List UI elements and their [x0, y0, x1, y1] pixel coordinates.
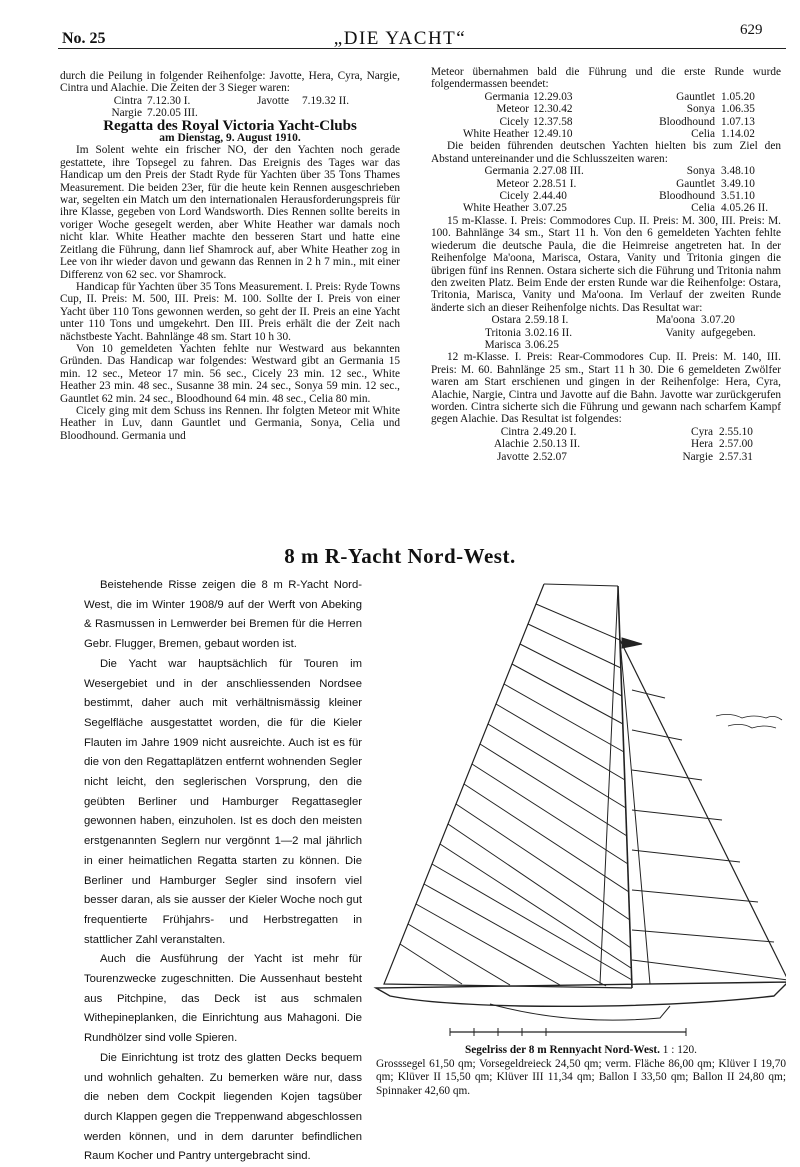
article-body	[84, 576, 362, 1167]
table-cell: Gauntlet	[676, 90, 715, 103]
paragraph: 12 m-Klasse. I. Preis: Rear-Commodores Cup. II. Preis: M. 140, III. Preis: M. 60. Bahnlänge 25 sm., Start 11 h 30. Die 6 gemeldeten Zwölfer waren am Start erschienen und gingen in der Reihenfolge: Hera, Cyra, Alachie, Nargie, Cintra und Javotte auf die Bahn. Javotte war zurückgerufen worden. Cintra sicherte sich die Führung und gewann nach scharfem Kampf gegen Alachie. Das Resultat ist folgendes:	[431, 351, 781, 426]
table-cell: Tritonia	[485, 326, 521, 339]
table-cell: Cintra	[500, 425, 529, 438]
table-cell: Hera	[691, 438, 713, 451]
section-heading: Regatta des Royal Victoria Yacht-Clubs	[103, 117, 357, 134]
article-title: 8 m R-Yacht Nord-West.	[284, 544, 516, 568]
table-row	[96, 95, 349, 107]
table-cell: 2.50.13 II.	[533, 438, 581, 451]
table-cell: 1.07.13	[721, 115, 755, 128]
paragraph: Beistehende Risse zeigen die 8 m R-Yacht Nord-West, die im Winter 1908/9 auf der Werft von Abeking & Rasmussen in Lemwerder bei Bremen für die Herren Gebr. Flugger, Bremen, gebaut worden ist.	[84, 579, 362, 651]
table-cell: Bloodhound	[659, 115, 715, 128]
table-cell: 2.27.08 III.	[533, 165, 584, 178]
table-cell: 3.49.10	[721, 177, 755, 190]
round1-table	[447, 91, 755, 141]
table-cell: 4.05.26 II.	[721, 202, 769, 215]
table-cell: Gauntlet	[676, 177, 715, 190]
table-cell: 3.02.16 II.	[525, 326, 573, 339]
yacht-time: 7.12.30 I.	[147, 94, 191, 107]
table-cell: 3.51.10	[721, 190, 755, 203]
right-column	[431, 66, 781, 463]
table-cell: 2.49.20 I.	[533, 425, 577, 438]
table-row	[477, 451, 753, 463]
yacht-name: Javotte	[257, 94, 289, 107]
table-row	[447, 91, 755, 103]
paragraph: Cicely ging mit dem Schuss ins Rennen. Ihr folgten Meteor mit White Heather in Luv, dann Gauntlet und Germania, Sonya, Celia und Bloodhound. Germania und	[60, 404, 400, 442]
sail-plan-drawing	[370, 580, 786, 1040]
table-row	[447, 202, 768, 214]
winners-table	[96, 95, 349, 120]
table-cell: Cicely	[499, 190, 529, 203]
table-cell: Celia	[691, 128, 715, 141]
journal-title: „DIE YACHT“	[333, 28, 467, 49]
issue-number: No. 25	[62, 30, 106, 47]
table-cell: 12.30.42	[533, 103, 573, 116]
table-cell: Cicely	[499, 115, 529, 128]
yacht-name: Cintra	[113, 94, 142, 107]
table-cell: Meteor	[496, 103, 529, 116]
caption-scale: 1 : 120.	[662, 1044, 697, 1056]
table-cell: Javotte	[497, 450, 529, 463]
table-row	[461, 314, 756, 326]
table-cell: 1.14.02	[721, 128, 755, 141]
left-column	[60, 70, 400, 442]
paragraph: Die beiden führenden deutschen Yachten hielten bis zum Ziel den Abstand untereinander und die Schlusszeiten waren:	[431, 140, 781, 165]
table-cell: 2.57.31	[719, 450, 753, 463]
paragraph: Meteor übernahmen bald die Führung und die erste Runde wurde folgendermassen beendet:	[431, 66, 781, 91]
paragraph: Im Solent wehte ein frischer NO, der den Yachten noch gerade gestattete, ihre Topsegel zu fahren. Das Ereignis des Tages war das Handicap um den Preis der Stadt Ryde für Yachten über 35 Tons Thames Measurement. Die beiden 23er, für die heute kein Rennen ausgeschrieben war, segelten ein Match um den internationalen Herausforderungspreis für ihre Klasse, gegeben von Lord Wandsworth. Dies Rennen sollte bereits in voriger Woche gesegelt werden, aber White Heather war damals noch nicht klar. White Heather machte den besseren Start und hatte eine Zeitlang die Führung, dann lief Shamrock auf, aber White Heather zog in Lee von ihr wieder davon und gewann das Rennen in 2 h 7 min., mit einer Differenz von 62 sec. vor Shamrock.	[60, 144, 400, 281]
header-rule	[58, 48, 786, 49]
table-cell: White Heather	[462, 202, 529, 215]
table-row	[447, 165, 768, 177]
result-12m-table	[477, 426, 753, 463]
table-row	[477, 426, 753, 438]
paragraph: Auch die Ausführung der Yacht ist mehr für Tourenzwecke zugeschnitten. Die Aussenhaut besteht aus Pitchpine, das Deck ist aus schmalen Withepineplanken, die Einrichtung aus Mahagoni. Die Rundhölzer sind volle Spieren.	[84, 953, 362, 1045]
table-cell: aufgegeben.	[701, 326, 756, 339]
table-cell: 2.55.10	[719, 425, 753, 438]
final-table	[447, 165, 768, 215]
table-cell: Sonya	[686, 165, 715, 178]
paragraph: Handicap für Yachten über 35 Tons Measurement. I. Preis: Ryde Towns Cup, II. Preis: M. 500, III. Preis: M. 100. Sollte der I. Preis von einer Yacht über 110 Tons gewonnen werden, so geht der II. Preis an eine Yacht unter 110 Tons und umgekehrt. Den III. Preis erhält die der Zeit nach nächstbeste Yacht. Bahnlänge 48 sm. Start 10 h 30.	[60, 280, 400, 343]
table-cell: 1.06.35	[721, 103, 755, 116]
table-cell: 12.37.58	[533, 115, 573, 128]
table-cell: 3.07.25	[533, 202, 567, 215]
paragraph: 15 m-Klasse. I. Preis: Commodores Cup. II. Preis: M. 300, III. Preis: M. 100. Bahnlänge 34 sm., Start 11 h. Von den 6 gemeldeten Yachten fehlte wiederum die deutsche Paula, die die Heimreise angetreten hat. In der Reihenfolge Ma'oona, Marisca, Ostara, Vanity und Tritonia gingen die übrigen fünf ins Rennen. Ostara sicherte sich die Führung und Tritonia nahm den zweiten Platz. Beim Ende der ersten Runde war die Reihenfolge: Ostara, Tritonia, Marisca, Vanity und Ma'oona. Im Verlauf der zweiten Runde änderte sich an dieser Reihenfolge nichts. Das Resultat war:	[431, 214, 781, 314]
table-cell: 2.52.07	[533, 450, 567, 463]
table-row	[461, 339, 756, 351]
table-cell: 1.05.20	[721, 90, 755, 103]
table-cell: 12.49.10	[533, 128, 573, 141]
yacht-name: Nargie	[111, 107, 142, 120]
figure-caption	[376, 1044, 786, 1098]
result-15m-table	[461, 314, 756, 351]
table-cell: Nargie	[682, 450, 713, 463]
table-row	[447, 178, 768, 190]
yacht-time: 7.19.32 II.	[302, 94, 350, 107]
paragraph: Die Yacht war hauptsächlich für Touren im Wesergebiet und in der anschliessenden Nordsee bestimmt, daher auch mit verhältnismässig kleiner Segelfläche ausgestattet worden, die für die Kieler Flauten im Jahre 1909 nicht ausreichte. Auch ist es für die von den Regattaplätzen entfernt wohnenden Segler nicht leicht, den seglerischen Vorsprung, den die geübten Berliner und Hamburger Regattasegler gewonnen haben, einzuholen. Ist es doch den meisten erstgenannten Seglern nur vergönnt 1—2 mal jährlich in einer heimatlichen Regatta starten zu können. Die Berliner und Hamburger Segler sind insofern viel besser daran, als sie ausser der Kieler Woche noch gut frequentierte Frühjahrs- und Herbstregatten in stattlicher Zahl veranstalten.	[84, 657, 362, 946]
table-cell: Celia	[691, 202, 715, 215]
table-cell: 2.44.40	[533, 190, 567, 203]
table-row	[447, 128, 755, 140]
table-cell: 3.07.20	[701, 314, 735, 327]
table-cell: White Heather	[462, 128, 529, 141]
table-row	[447, 103, 755, 115]
table-row	[447, 116, 755, 128]
table-cell: 12.29.03	[533, 90, 573, 103]
table-row	[477, 438, 753, 450]
table-cell: Cyra	[691, 425, 713, 438]
table-row	[447, 190, 768, 202]
paragraph: Die Einrichtung ist trotz des glatten Decks bequem und wohnlich gehalten. Zu bemerken wäre nur, dass die neben dem Cockpit liegenden Kojen tagsüber durch Klappen gegen die Treppenwand abgeschlossen werden können, und in dem darunter befindlichen Raum Kocher und Pantry untergebracht sind.	[84, 1051, 362, 1163]
paragraph: Von 10 gemeldeten Yachten fehlte nur Westward aus bekannten Gründen. Das Handicap war folgendes: Westward gibt an Germania 15 min. 12 sec., Meteor 17 min. 56 sec., Cicely 23 min. 12 sec., White Heather 23 min. 48 sec., Susanne 38 min. 24 sec., Sonya 59 min. 12 sec., Gauntlet 62 min. 24 sec., Bloodhound 64 min. 48 sec., Celia 80 min.	[60, 342, 400, 405]
table-cell: 3.48.10	[721, 165, 755, 178]
table-cell: 2.28.51 I.	[533, 177, 577, 190]
table-cell: Meteor	[496, 177, 529, 190]
table-cell: Germania	[484, 165, 529, 178]
table-cell: 3.06.25	[525, 338, 559, 351]
table-row	[461, 327, 756, 339]
intro-text: durch die Peilung in folgender Reihenfolge: Javotte, Hera, Cyra, Nargie, Cintra und Alachie. Die Zeiten der 3 Sieger waren:	[60, 70, 400, 95]
table-cell: Ostara	[491, 314, 521, 327]
section-subheading: am Dienstag, 9. August 1910.	[159, 132, 301, 145]
caption-title: Segelriss der 8 m Rennyacht Nord-West.	[464, 1044, 660, 1056]
caption-text: Grosssegel 61,50 qm; Vorsegeldreieck 24,50 qm; verm. Fläche 86,00 qm; Klüver I 19,70 qm; Klüver II 15,50 qm; Klüver III 11,34 qm; Ballon I 33,50 qm; Ballon II 24,80 qm; Spinnaker 42,60 qm.	[376, 1057, 786, 1097]
table-cell: Alachie	[493, 438, 529, 451]
table-cell: Sonya	[686, 103, 715, 116]
table-cell: 2.59.18 I.	[525, 314, 569, 327]
yacht-time: 7.20.05 III.	[147, 107, 198, 120]
table-cell: Bloodhound	[659, 190, 715, 203]
table-cell: Ma'oona	[655, 314, 695, 327]
table-cell: Vanity	[665, 326, 695, 339]
table-cell: Marisca	[484, 338, 521, 351]
table-cell: 2.57.00	[719, 438, 753, 451]
table-cell: Germania	[484, 90, 529, 103]
page-number: 629	[740, 22, 763, 38]
